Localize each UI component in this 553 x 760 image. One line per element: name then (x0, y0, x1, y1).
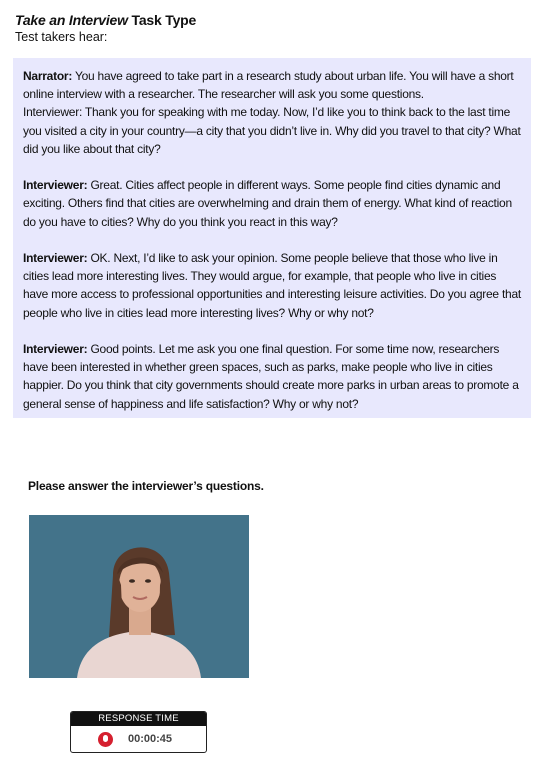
transcript-paragraph-1 (23, 67, 521, 158)
interviewer-portrait (29, 515, 249, 678)
page-title-italic: Take an Interview (15, 12, 128, 28)
transcript-panel (13, 58, 531, 418)
transcript-text: Great. Cities affect people in different ways. Some people find cities dynamic and exciting. Others find that cities are overwhelming and drain them of energy. What kind of reaction do you have to cities? Why do you think you react in this way? (23, 178, 512, 229)
page-subtitle: Test takers hear: (15, 30, 108, 44)
transcript-text: You have agreed to take part in a research study about urban life. You will have a short online interview with a researcher. The researcher will ask you some questions. (23, 69, 514, 102)
response-timer (70, 711, 207, 753)
page-title-rest: Task Type (127, 12, 197, 28)
interviewer-video[interactable] (29, 515, 249, 678)
response-time-value: 00:00:45 (128, 733, 173, 745)
page-title (15, 12, 196, 28)
microphone-icon (98, 732, 113, 747)
transcript-text: OK. Next, I’d like to ask your opinion. Some people believe that those who live in cities lead more interesting lives. They would argue, for example, that people who live in cities have more access to professional opportunities and interesting leisure activities. Do you agree that people who live in cities lead more interesting lives? Why or why not? (23, 251, 521, 320)
response-time-label: RESPONSE TIME (71, 712, 206, 726)
speaker-label: Interviewer: (23, 251, 88, 265)
transcript-paragraph-3 (23, 249, 521, 322)
transcript-text: Good points. Let me ask you one final question. For some time now, researchers have been interested in whether green spaces, such as parks, make people who live in cities happier. Do you think that city governments should create more parks in urban areas to promote a general sense of happiness and life satisfaction? Why or why not? (23, 342, 519, 411)
instruction-prompt: Please answer the interviewer’s questions. (28, 479, 264, 493)
speaker-label: Narrator: (23, 69, 73, 83)
transcript-paragraph-4 (23, 340, 521, 413)
speaker-label: Interviewer: (23, 342, 88, 356)
transcript-paragraph-2 (23, 176, 521, 231)
transcript-text-extra: Interviewer: Thank you for speaking with me today. Now, I’d like you to think back to the last time you visited a city in your country—a city that you didn’t live in. Why did you travel to that city? What did you like about that city? (23, 105, 521, 156)
speaker-label: Interviewer: (23, 178, 88, 193)
